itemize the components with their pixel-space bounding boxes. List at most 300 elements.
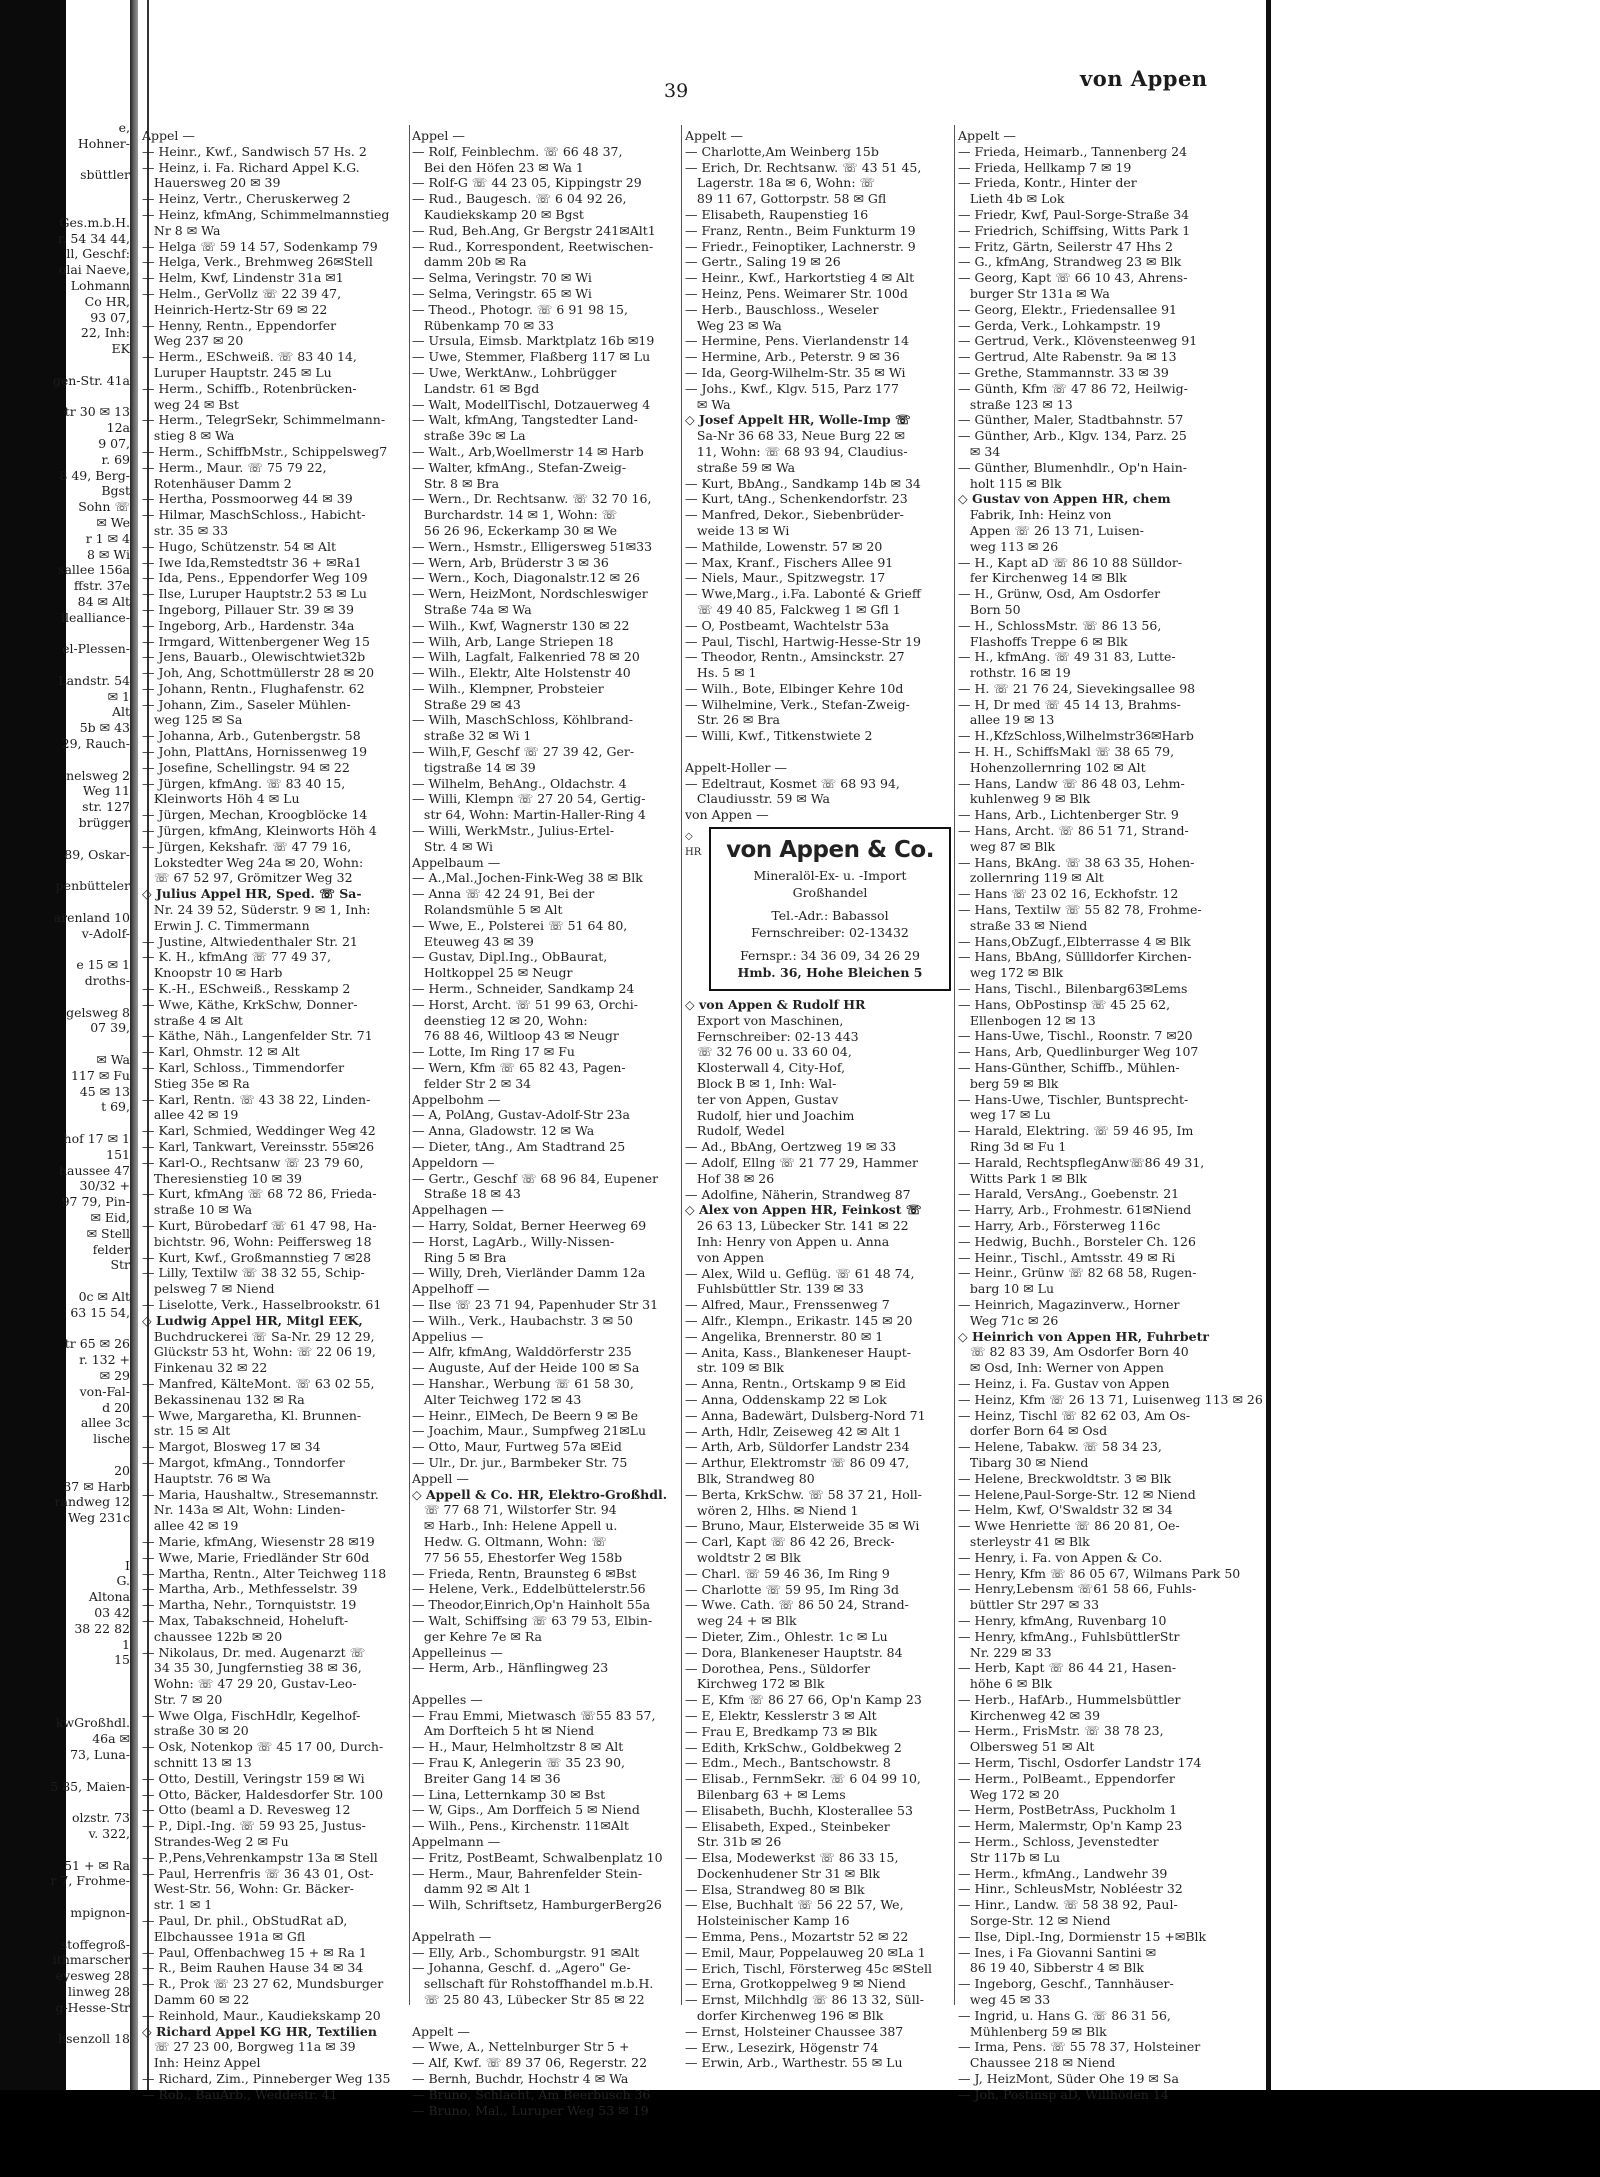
directory-entry: — Willi, Kwf., Titkenstwiete 2 xyxy=(685,728,873,744)
directory-entry: Erwin J. C. Timmermann xyxy=(142,917,310,933)
directory-entry: — Johs., Kwf., Klgv. 515, Parz 177 xyxy=(685,380,899,396)
directory-entry xyxy=(685,744,951,760)
previous-page-text: sbüttler xyxy=(80,167,130,183)
directory-entry: Hof 38 ✉ 26 xyxy=(685,1170,775,1186)
directory-entry: ter von Appen, Gustav xyxy=(685,1091,839,1107)
previous-page-text: Sohn ☏ xyxy=(78,499,130,515)
directory-entry: — Joachim, Maur., Sumpfweg 21✉Lu xyxy=(412,1423,647,1439)
directory-entry: straße 33 ✉ Niend xyxy=(958,917,1088,933)
directory-entry: — Henry, i. Fa. von Appen & Co. xyxy=(958,1549,1163,1565)
directory-entry: — Wern., Koch, Diagonalstr.12 ✉ 26 xyxy=(412,570,640,586)
directory-column-3 xyxy=(685,128,951,2071)
directory-entry: — Henry,Lebensm ☏61 58 66, Fuhls- xyxy=(958,1581,1197,1597)
column-rule xyxy=(409,125,410,2005)
directory-entry: — H., SchlossMstr. ☏ 86 13 56, xyxy=(958,617,1162,633)
ad-line: Mineralöl-Ex- u. -Import xyxy=(753,868,907,884)
directory-entry: — Maria, Haushaltw., Stresemannstr. xyxy=(142,1486,379,1502)
directory-entry: berg 59 ✉ Blk xyxy=(958,1075,1059,1091)
previous-page-text xyxy=(0,1542,130,1558)
previous-page-text: Co HR, xyxy=(84,293,130,309)
directory-entry: Lieth 4b ✉ Lok xyxy=(958,191,1065,207)
directory-entry: — Martha, Arb., Methfesselstr. 39 xyxy=(142,1581,358,1597)
directory-entry: burger Str 131a ✉ Wa xyxy=(958,285,1110,301)
directory-entry: Holsteinischer Kamp 16 xyxy=(685,1913,850,1929)
previous-page-text: nelsweg 2 xyxy=(66,767,130,783)
directory-entry: Glückstr 53 ht, Wohn: ☏ 22 06 19, xyxy=(142,1344,376,1360)
directory-entry: Appen ☏ 26 13 71, Luisen- xyxy=(958,522,1145,538)
directory-entry: — Herm., SchiffbMstr., Schippelsweg7 xyxy=(142,443,388,459)
directory-column-2 xyxy=(412,128,678,2118)
directory-entry: Strandes-Weg 2 ✉ Fu xyxy=(142,1834,289,1850)
previous-page-text: Alt xyxy=(111,704,130,720)
directory-entry: — Ines, i Fa Giovanni Santini ✉ xyxy=(958,1944,1157,1960)
directory-entry: damm 92 ✉ Alt 1 xyxy=(412,1881,532,1897)
previous-page-text xyxy=(0,1321,130,1337)
directory-entry: — Heinz, Vertr., Cheruskerweg 2 xyxy=(142,191,351,207)
directory-entry: — Karl-O., Rechtsanw ☏ 23 79 60, xyxy=(142,1154,364,1170)
directory-entry: — Theodor, Rentn., Amsinckstr. 27 xyxy=(685,649,905,665)
previous-page-text xyxy=(0,152,130,168)
directory-entry: — K.-H., ESchweiß., Resskamp 2 xyxy=(142,981,351,997)
directory-entry: Elbchaussee 191a ✉ Gfl xyxy=(142,1928,306,1944)
directory-entry: ☏ 77 68 71, Wilstorfer Str. 94 xyxy=(412,1502,617,1518)
directory-entry: — H., Kapt aD ☏ 86 10 88 Sülldor- xyxy=(958,554,1183,570)
directory-entry: Rübenkamp 70 ✉ 33 xyxy=(412,317,554,333)
directory-entry: — Hermine, Pens. Vierlandenstr 14 xyxy=(685,333,910,349)
directory-entry: — Hedwig, Buchh., Borsteler Ch. 126 xyxy=(958,1233,1196,1249)
directory-entry: — Angelika, Brennerstr. 80 ✉ 1 xyxy=(685,1328,884,1344)
previous-page-text: von-Fal- xyxy=(79,1383,130,1399)
directory-entry: — Georg, Kapt ☏ 66 10 43, Ahrens- xyxy=(958,270,1188,286)
directory-entry: — Max, Kranf., Fischers Allee 91 xyxy=(685,554,894,570)
directory-entry: weg 24 + ✉ Blk xyxy=(685,1613,797,1629)
directory-entry: büttler Str 297 ✉ 33 xyxy=(958,1597,1100,1613)
previous-page-text: 12a xyxy=(106,420,130,436)
previous-page-text: EK xyxy=(111,341,130,357)
previous-page-text: Str xyxy=(110,1257,130,1273)
directory-entry: Nr 8 ✉ Wa xyxy=(142,222,221,238)
previous-page-text: 93 07, xyxy=(90,309,130,325)
previous-page-text: ll, Geschf: xyxy=(66,246,130,262)
directory-entry: weide 13 ✉ Wi xyxy=(685,522,790,538)
directory-entry: — Bruno, Mal., Luruper Weg 53 ✉ 19 xyxy=(412,2102,649,2118)
directory-entry: — Ingeborg, Arb., Hardenstr. 34a xyxy=(142,617,355,633)
directory-entry: — Ingeborg, Geschf., Tannhäuser- xyxy=(958,1976,1174,1992)
surname-heading: Appelius — xyxy=(412,1328,484,1344)
directory-entry: Lagerstr. 18a ✉ 6, Wohn: ☏ xyxy=(685,175,876,191)
directory-entry: Landstr. 61 ✉ Bgd xyxy=(412,380,540,396)
directory-entry: — Niels, Maur., Spitzwegstr. 17 xyxy=(685,570,886,586)
directory-entry: — Heinz, Tischl ☏ 82 62 03, Am Os- xyxy=(958,1407,1191,1423)
previous-page-text: Landstr. 54 xyxy=(58,672,130,688)
directory-entry: straße 39c ✉ La xyxy=(412,428,526,444)
previous-page-text: 8 ✉ Wi xyxy=(87,546,130,562)
directory-entry: — Herm, PostBetrAss, Puckholm 1 xyxy=(958,1802,1178,1818)
directory-entry: — Helene, Tabakw. ☏ 58 34 23, xyxy=(958,1439,1162,1455)
directory-entry: — Erwin, Arb., Warthestr. 55 ✉ Lu xyxy=(685,2055,903,2071)
directory-entry: — Henry, kfmAng, Ruvenbarg 10 xyxy=(958,1612,1167,1628)
directory-entry: — Wilh., Verk., Haubachstr. 3 ✉ 50 xyxy=(412,1312,633,1328)
directory-entry: — Anna ☏ 42 24 91, Bei der xyxy=(412,886,595,902)
directory-entry: — Lotte, Im Ring 17 ✉ Fu xyxy=(412,1044,575,1060)
directory-entry: — Heinr., ElMech, De Beern 9 ✉ Be xyxy=(412,1407,638,1423)
directory-entry: weg 17 ✉ Lu xyxy=(958,1107,1051,1123)
directory-entry: sellschaft für Rohstoffhandel m.b.H. xyxy=(412,1976,654,1992)
directory-entry: — Theodor,Einrich,Op'n Hainholt 55a xyxy=(412,1597,651,1613)
directory-entry: str. 109 ✉ Blk xyxy=(685,1360,784,1376)
directory-entry: — Nikolaus, Dr. med. Augenarzt ☏ xyxy=(142,1644,366,1660)
directory-entry: Blk, Strandweg 80 xyxy=(685,1470,815,1486)
surname-heading: Appel — xyxy=(412,128,465,143)
directory-entry: Damm 60 ✉ 22 xyxy=(142,1992,250,2008)
directory-entry: ✉ Osd, Inh: Werner von Appen xyxy=(958,1360,1164,1376)
directory-entry: Chaussee 218 ✉ Niend xyxy=(958,2055,1116,2071)
surname-heading: Appelt — xyxy=(685,128,743,143)
previous-page-text xyxy=(0,1889,130,1905)
directory-entry: — Walt., Arb,Woellmerstr 14 ✉ Harb xyxy=(412,443,644,459)
directory-entry: — Karl, Schloss., Timmendorfer xyxy=(142,1060,345,1076)
directory-entry: — Anita, Kass., Blankeneser Haupt- xyxy=(685,1344,912,1360)
directory-entry: — Käthe, Näh., Langenfelder Str. 71 xyxy=(142,1028,373,1044)
directory-entry: Str 117b ✉ Lu xyxy=(958,1849,1061,1865)
directory-entry: höhe 6 ✉ Blk xyxy=(958,1676,1053,1692)
book-gutter xyxy=(130,0,138,2090)
directory-entry: — Wilhelm, BehAng., Oldachstr. 4 xyxy=(412,775,627,791)
directory-entry: Sa-Nr 36 68 33, Neue Burg 22 ✉ xyxy=(685,428,905,444)
directory-entry: Eteuweg 43 ✉ 39 xyxy=(412,933,534,949)
directory-entry: — H., Maur, Helmholtzstr 8 ✉ Alt xyxy=(412,1739,624,1755)
previous-page-text: v-Adolf- xyxy=(81,925,130,941)
previous-page-text: ffstr. 37e xyxy=(73,578,130,594)
directory-entry: — Ilse, Dipl.-Ing, Dormienstr 15 +✉Blk xyxy=(958,1928,1207,1944)
directory-entry: — Wern., Dr. Rechtsanw. ☏ 32 70 16, xyxy=(412,491,652,507)
directory-entry: — Wilh., Klempner, Probsteier xyxy=(412,680,604,696)
directory-entry: — Wilh., Kwf, Wagnerstr 130 ✉ 22 xyxy=(412,617,630,633)
directory-entry: — E, Kfm ☏ 86 27 66, Op'n Kamp 23 xyxy=(685,1692,922,1708)
previous-page-text: hof 17 ✉ 1 xyxy=(63,1131,130,1146)
previous-page-text: el-Plessen- xyxy=(62,641,130,657)
previous-page-text: 38 22 82 xyxy=(74,1620,130,1636)
previous-page-text xyxy=(0,2016,130,2032)
directory-entry: — Karl, Rentn. ☏ 43 38 22, Linden- xyxy=(142,1091,371,1107)
directory-entry: — Adolfine, Näherin, Strandweg 87 xyxy=(685,1186,911,1202)
directory-entry: dorfer Kirchenweg 196 ✉ Blk xyxy=(685,2008,884,2024)
directory-entry: ger Kehre 7e ✉ Ra xyxy=(412,1628,542,1644)
directory-entry: — Friedr, Kwf, Paul-Sorge-Straße 34 xyxy=(958,206,1190,222)
directory-entry: — Wilh, Schriftsetz, HamburgerBerg26 xyxy=(412,1897,662,1913)
previous-page-text: str. 127 xyxy=(82,799,130,815)
previous-page-text: gelsweg 8 xyxy=(66,1004,130,1020)
directory-entry: — Mathilde, Lowenstr. 57 ✉ 20 xyxy=(685,538,883,554)
directory-entry: Block B ✉ 1, Inh: Wal- xyxy=(685,1076,837,1092)
directory-entry: — Ilse, Luruper Hauptstr.2 53 ✉ Lu xyxy=(142,586,367,602)
directory-entry: — Paul, Tischl, Hartwig-Hesse-Str 19 xyxy=(685,633,921,649)
directory-entry: — Otto, Maur, Furtweg 57a ✉Eid xyxy=(412,1439,622,1455)
directory-entry: pelsweg 7 ✉ Niend xyxy=(142,1281,275,1297)
advertisement-box xyxy=(709,827,951,991)
directory-entry: — Manfred, KälteMont. ☏ 63 02 55, xyxy=(142,1375,375,1391)
directory-entry: chaussee 122b ✉ 20 xyxy=(142,1628,283,1644)
directory-entry: straße 123 ✉ 13 xyxy=(958,396,1073,412)
firm-entry: ◇ Richard Appel KG HR, Textilien xyxy=(142,2023,377,2039)
directory-entry: — Anna, Gladowstr. 12 ✉ Wa xyxy=(412,1123,595,1139)
surname-heading: Appelleinus — xyxy=(412,1644,503,1660)
directory-entry: — A, PolAng, Gustav-Adolf-Str 23a xyxy=(412,1107,630,1123)
directory-entry: Export von Maschinen, xyxy=(685,1012,844,1028)
directory-entry: Theresienstieg 10 ✉ 39 xyxy=(142,1170,302,1186)
directory-entry: Alter Teichweg 172 ✉ 43 xyxy=(412,1391,582,1407)
directory-entry: — Harald, VersAng., Goebenstr. 21 xyxy=(958,1186,1180,1202)
directory-entry: — Hans, BkAng. ☏ 38 63 35, Hohen- xyxy=(958,854,1195,870)
previous-page-text: llealliance- xyxy=(61,609,130,625)
previous-page-text: lische xyxy=(93,1431,130,1447)
previous-page-text: G. xyxy=(116,1573,130,1589)
previous-page-text: brügger xyxy=(78,815,130,831)
directory-entry: — Else, Buchhalt ☏ 56 22 57, We, xyxy=(685,1897,904,1913)
directory-entry: 56 26 96, Eckerkamp 30 ✉ We xyxy=(412,522,618,538)
directory-entry: — J, HeizMont, Süder Ohe 19 ✉ Sa xyxy=(958,2071,1179,2087)
previous-page-text: linweg 28 xyxy=(67,1984,130,2000)
previous-page-text: r. 54 34 44, xyxy=(57,230,130,246)
directory-entry: Hedw. G. Oltmann, Wohn: ☏ xyxy=(412,1533,607,1549)
surname-heading: Appelrath — xyxy=(412,1928,492,1944)
directory-entry: — Dieter, tAng., Am Stadtrand 25 xyxy=(412,1139,626,1154)
previous-page-text xyxy=(0,657,130,673)
directory-entry: — Anna, Badewärt, Dulsberg-Nord 71 xyxy=(685,1407,926,1423)
previous-page-text: penbütteler xyxy=(55,878,130,894)
directory-entry: — Edeltraut, Kosmet ☏ 68 93 94, xyxy=(685,775,900,791)
directory-entry: ☏ 67 52 97, Grömitzer Weg 32 xyxy=(142,870,353,886)
running-head: von Appen xyxy=(1080,66,1208,91)
directory-entry: — Wwe, E., Polsterei ☏ 51 64 80, xyxy=(412,917,628,933)
directory-entry: Knoopstr 10 ✉ Harb xyxy=(142,965,283,981)
directory-entry: weg 45 ✉ 33 xyxy=(958,1992,1051,2008)
previous-page-text: 0c ✉ Alt xyxy=(78,1288,130,1304)
directory-entry: — Wwe, Margaretha, Kl. Brunnen- xyxy=(142,1407,362,1423)
previous-page-text xyxy=(0,1526,130,1542)
directory-entry: — Osk, Notenkop ☏ 45 17 00, Durch- xyxy=(142,1739,384,1755)
directory-entry: — Charlotte ☏ 59 95, Im Ring 3d xyxy=(685,1581,899,1597)
directory-entry: — Alfr., Klempn., Erikastr. 145 ✉ 20 xyxy=(685,1313,913,1328)
directory-entry: kuhlenweg 9 ✉ Blk xyxy=(958,791,1091,807)
directory-entry: — Günther, Blumenhdlr., Op'n Hain- xyxy=(958,459,1188,475)
previous-page-text xyxy=(0,752,130,768)
previous-page-text: Ges.m.b.H. xyxy=(59,214,130,230)
directory-entry: — Hans, BbAng, Süllldorfer Kirchen- xyxy=(958,949,1192,965)
directory-entry: — Kurt, Bürobedarf ☏ 61 47 98, Ha- xyxy=(142,1217,377,1233)
directory-entry: — Heinr., Kwf., Sandwisch 57 Hs. 2 xyxy=(142,143,367,159)
directory-entry: — Karl, Schmied, Weddinger Weg 42 xyxy=(142,1123,376,1139)
directory-entry: — Gustav, Dipl.Ing., ObBaurat, xyxy=(412,949,608,965)
directory-entry: str. 35 ✉ 33 xyxy=(142,522,229,538)
previous-page-text: v. 322, xyxy=(88,1826,130,1842)
directory-entry: — Herm, Arb., Hänflingweg 23 xyxy=(412,1660,609,1676)
directory-entry: — Friedrich, Schiffsing, Witts Park 1 xyxy=(958,222,1191,238)
directory-entry: — Max, Tabakschneid, Hoheluft- xyxy=(142,1612,349,1628)
previous-page-text: g-Hesse-Str xyxy=(55,1999,130,2015)
directory-entry: — Hanshar., Werbung ☏ 61 58 30, xyxy=(412,1375,634,1391)
directory-entry: — Rud., Baugesch. ☏ 6 04 92 26, xyxy=(412,191,627,207)
directory-entry: Hauersweg 20 ✉ 39 xyxy=(142,175,281,191)
previous-page-text: droths- xyxy=(84,973,130,989)
directory-entry: — Heinz, Kfm ☏ 26 13 71, Luisenweg 113 ✉ 26 xyxy=(958,1391,1263,1407)
directory-entry: holt 115 ✉ Blk xyxy=(958,475,1062,491)
directory-entry: — Lina, Letternkamp 30 ✉ Bst xyxy=(412,1786,606,1802)
previous-page-text: 51 + ✉ Ra xyxy=(64,1857,130,1873)
directory-entry: felder Str 2 ✉ 34 xyxy=(412,1075,532,1091)
directory-entry: — Ernst, Holsteiner Chaussee 387 xyxy=(685,2023,904,2039)
directory-entry: Klosterwall 4, City-Hof, xyxy=(685,1060,846,1076)
directory-entry: — Herb, Kapt ☏ 86 44 21, Hasen- xyxy=(958,1660,1177,1676)
directory-entry: 86 19 40, Sibberstr 4 ✉ Blk xyxy=(958,1960,1144,1976)
directory-entry: — Ad., BbAng, Oertzweg 19 ✉ 33 xyxy=(685,1139,897,1155)
directory-entry: str. 1 ✉ 1 xyxy=(142,1897,213,1913)
directory-entry: Sorge-Str. 12 ✉ Niend xyxy=(958,1913,1111,1929)
directory-entry: sterleystr 41 ✉ Blk xyxy=(958,1533,1090,1549)
page-number: 39 xyxy=(664,80,689,102)
directory-entry: — Ilse ☏ 23 71 94, Papenhuder Str 31 xyxy=(412,1296,659,1312)
previous-page-text: 45 ✉ 13 xyxy=(79,1083,130,1099)
directory-entry: dorfer Born 64 ✉ Osd xyxy=(958,1423,1108,1439)
directory-entry: — Wwe, Marie, Friedländer Str 60d xyxy=(142,1549,370,1565)
previous-page-text xyxy=(0,989,130,1005)
previous-page-text: r 1 ✉ 4 xyxy=(85,530,130,546)
firm-entry: ◇ Julius Appel HR, Sped. ☏ Sa- xyxy=(142,886,362,902)
previous-page-text: 1 xyxy=(122,1636,130,1652)
directory-entry: Kaudiekskamp 20 ✉ Bgst xyxy=(412,206,584,222)
directory-entry: — Helene, Verk., Eddelbüttelerstr.56 xyxy=(412,1581,646,1597)
directory-entry: — Henny, Rentn., Eppendorfer xyxy=(142,317,337,333)
directory-entry: — Wilh., Pens., Kirchenstr. 11✉Alt xyxy=(412,1818,629,1834)
previous-page-text: r. 69 xyxy=(101,451,130,467)
directory-entry: — Joh, Postinsp aD, Willhöden 14 xyxy=(958,2086,1169,2102)
directory-entry: barg 10 ✉ Lu xyxy=(958,1281,1055,1297)
previous-page-text: 89, Oskar- xyxy=(64,846,130,862)
directory-entry: — Auguste, Auf der Heide 100 ✉ Sa xyxy=(412,1360,640,1376)
previous-page-text: 37 ✉ Harb xyxy=(63,1478,130,1494)
directory-entry: — Uwe, WerktAnw., Lohbrügger xyxy=(412,364,617,380)
directory-entry: — Wilhelmine, Verk., Stefan-Zweig- xyxy=(685,696,910,712)
previous-page-text: olai Naeve, xyxy=(58,262,130,278)
directory-entry: — Gertr., Geschf ☏ 68 96 84, Eupener xyxy=(412,1170,659,1186)
directory-entry: — Liselotte, Verk., Hasselbrookstr. 61 xyxy=(142,1296,382,1312)
directory-entry: — Theod., Photogr. ☏ 6 91 98 15, xyxy=(412,301,628,317)
directory-entry xyxy=(412,2008,678,2024)
directory-entry: schnitt 13 ✉ 13 xyxy=(142,1755,252,1771)
directory-entry: straße 4 ✉ Alt xyxy=(142,1012,243,1028)
directory-entry: deenstieg 12 ✉ 20, Wohn: xyxy=(412,1012,588,1028)
directory-entry: Weg 237 ✉ 20 xyxy=(142,333,244,349)
directory-entry: — Herm., Schloss, Jevenstedter xyxy=(958,1834,1159,1850)
directory-entry: — A.,Mal.,Jochen-Fink-Weg 38 ✉ Blk xyxy=(412,870,643,886)
directory-entry: — Rolf-G ☏ 44 23 05, Kippingstr 29 xyxy=(412,175,642,191)
directory-entry: Weg 71c ✉ 26 xyxy=(958,1312,1059,1328)
previous-page-text: 03 42 xyxy=(94,1604,130,1620)
directory-entry: — Frieda, Kontr., Hinter der xyxy=(958,175,1137,191)
directory-entry: — Franz, Rentn., Beim Funkturm 19 xyxy=(685,222,916,238)
previous-page-text: r. 132 + xyxy=(79,1352,130,1368)
surname-heading: Appelt-Holler — xyxy=(685,759,787,775)
directory-entry: — Johann, Rentn., Flughafenstr. 62 xyxy=(142,680,365,696)
directory-entry: — Herm., Schneider, Sandkamp 24 xyxy=(412,981,635,997)
previous-page-text: ithmarscher xyxy=(52,1952,130,1968)
directory-entry: tigstraße 14 ✉ 39 xyxy=(412,759,536,775)
directory-entry: Kleinworts Höh 4 ✉ Lu xyxy=(142,791,300,807)
directory-entry: — Heinr., Grünw ☏ 82 68 58, Rugen- xyxy=(958,1265,1197,1281)
previous-page-text xyxy=(0,1700,130,1716)
directory-entry: Weg 23 ✉ Wa xyxy=(685,317,782,333)
directory-entry: — Gertrud, Verk., Klövensteenweg 91 xyxy=(958,333,1198,349)
previous-page-text: felder xyxy=(92,1241,130,1257)
directory-entry: — Hans ☏ 23 02 16, Eckhofstr. 12 xyxy=(958,886,1179,902)
previous-page-text xyxy=(0,1684,130,1700)
directory-entry xyxy=(412,1913,678,1929)
previous-page-text: tr 65 ✉ 26 xyxy=(64,1336,130,1352)
directory-entry: — Manfred, Dekor., Siebenbrüder- xyxy=(685,507,904,523)
directory-entry: — Hugo, Schützenstr. 54 ✉ Alt xyxy=(142,538,336,554)
directory-entry: ☏ 32 76 00 u. 33 60 04, xyxy=(685,1044,852,1060)
directory-entry: — Wwe Henriette ☏ 86 20 81, Oe- xyxy=(958,1518,1180,1534)
previous-page-text: 22, Inh: xyxy=(80,325,130,341)
directory-entry: weg 24 ✉ Bst xyxy=(142,396,239,412)
directory-entry: — Dorothea, Pens., Süldorfer xyxy=(685,1660,871,1676)
directory-entry: — Richard, Zim., Pinneberger Weg 135 xyxy=(142,2071,391,2087)
previous-page-text: 9 07, xyxy=(98,435,130,451)
directory-entry: — Herb., HafArb., Hummelsbüttler xyxy=(958,1691,1181,1707)
directory-entry: — Hans-Uwe, Tischler, Buntsprecht- xyxy=(958,1091,1189,1107)
directory-entry: Kirchenweg 42 ✉ 39 xyxy=(958,1707,1101,1723)
directory-column-1 xyxy=(142,128,406,2102)
directory-entry: — Otto, Destill, Veringstr 159 ✉ Wi xyxy=(142,1770,365,1786)
directory-entry: — H, Dr med ☏ 45 14 13, Brahms- xyxy=(958,696,1181,712)
ad-line: Tel.-Adr.: Babassol xyxy=(771,908,889,924)
directory-column-4 xyxy=(958,128,1263,2102)
directory-entry: ✉ Wa xyxy=(685,396,731,412)
directory-entry: — Jürgen, kfmAng, Kleinworts Höh 4 xyxy=(142,823,377,839)
directory-entry: — Uwe, Stemmer, Flaßberg 117 ✉ Lu xyxy=(412,349,651,365)
previous-page-text: hsenzoll 18 xyxy=(58,2031,130,2047)
previous-page-text: 63 15 54, xyxy=(70,1304,130,1320)
directory-entry: — Günther, Maler, Stadtbahnstr. 57 xyxy=(958,412,1184,428)
firm-entry: ◇ von Appen & Rudolf HR xyxy=(685,997,866,1013)
surname-heading: Appelbohm — xyxy=(412,1091,501,1107)
directory-entry: — Ingeborg, Pillauer Str. 39 ✉ 39 xyxy=(142,601,354,617)
directory-entry: — Herm., ESchweiß. ☏ 83 40 14, xyxy=(142,349,357,365)
previous-page-text xyxy=(0,1921,130,1937)
directory-entry: — Wwe, Käthe, KrkSchw, Donner- xyxy=(142,996,358,1012)
directory-entry: — Horst, LagArb., Willy-Nissen- xyxy=(412,1233,615,1249)
directory-entry: — Hermine, Arb., Peterstr. 9 ✉ 36 xyxy=(685,349,900,365)
directory-entry: weg 113 ✉ 26 xyxy=(958,538,1059,554)
previous-page-text: I xyxy=(125,1557,130,1573)
directory-entry: stieg 8 ✉ Wa xyxy=(142,428,235,444)
directory-entry: — Hans-Uwe, Tischl., Roonstr. 7 ✉20 xyxy=(958,1028,1193,1044)
previous-page-text: 46a ✉ xyxy=(92,1731,130,1747)
directory-entry: Born 50 xyxy=(958,601,1021,617)
directory-entry: — Elisab., FernmSekr. ☏ 6 04 99 10, xyxy=(685,1771,921,1787)
directory-entry: 26 63 13, Lübecker Str. 141 ✉ 22 xyxy=(685,1218,909,1234)
directory-entry: — Herb., Bauschloss., Weseler xyxy=(685,301,879,317)
previous-page-edge xyxy=(0,120,130,2047)
directory-entry: — Kurt, Kwf., Großmannstieg 7 ✉28 xyxy=(142,1249,372,1265)
directory-entry: — Hinr., SchleusMstr, Nobléestr 32 xyxy=(958,1881,1183,1897)
ad-line: Hmb. 36, Hohe Bleichen 5 xyxy=(737,965,923,981)
previous-page-text: sallee 156a xyxy=(58,562,130,578)
directory-entry: 34 35 30, Jungfernstieg 38 ✉ 36, xyxy=(142,1660,362,1676)
directory-entry: — Helene, Breckwoldtstr. 3 ✉ Blk xyxy=(958,1470,1172,1486)
directory-entry: 76 88 46, Wiltloop 43 ✉ Neugr xyxy=(412,1028,619,1044)
directory-entry: — Hans-Günther, Schiffb., Mühlen- xyxy=(958,1060,1180,1076)
